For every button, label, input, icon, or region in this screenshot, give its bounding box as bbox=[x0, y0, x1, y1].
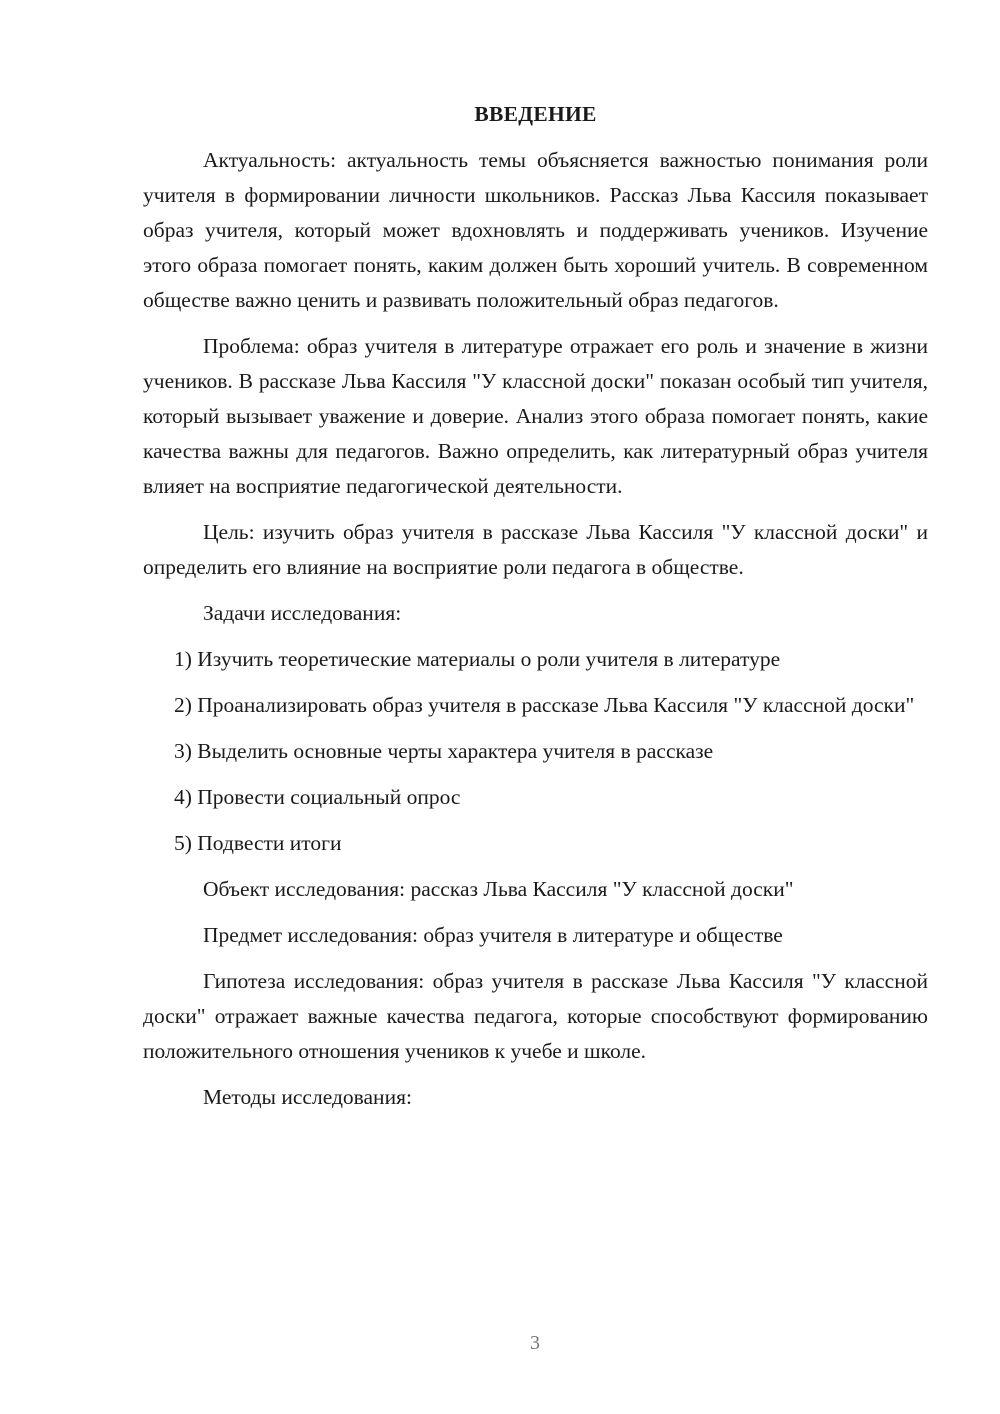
research-hypothesis: Гипотеза исследования: образ учителя в рассказе Льва Кассиля "У классной доски" отражает важные качества педагога, которые способствуют формированию положительного отношения учеников к учебе и школе. bbox=[143, 969, 928, 1063]
page-title: ВВЕДЕНИЕ bbox=[474, 102, 597, 126]
page-content bbox=[143, 97, 928, 1126]
task-item-3: 3) Выделить основные черты характера учителя в рассказе bbox=[174, 739, 714, 763]
methods-heading: Методы исследования: bbox=[203, 1085, 412, 1109]
research-object: Объект исследования: рассказ Льва Кассиля "У классной доски" bbox=[203, 877, 794, 901]
relevance-paragraph: Актуальность: актуальность темы объясняется важностью понимания роли учителя в формировании личности школьников. Рассказ Льва Кассиля показывает образ учителя, который может вдохновлять и поддерживать учеников. Изучение этого образа помогает понять, каким должен быть хороший учитель. В современном обществе важно ценить и развивать положительный образ педагогов. bbox=[143, 148, 928, 312]
goal-paragraph: Цель: изучить образ учителя в рассказе Льва Кассиля "У классной доски" и определить его влияние на восприятие роли педагога в обществе. bbox=[143, 520, 928, 579]
task-item-4: 4) Провести социальный опрос bbox=[174, 785, 461, 809]
task-item-1: 1) Изучить теоретические материалы о роли учителя в литературе bbox=[174, 647, 781, 671]
page-number: 3 bbox=[530, 1332, 540, 1354]
task-item-2: 2) Проанализировать образ учителя в рассказе Льва Кассиля "У классной доски" bbox=[174, 693, 915, 717]
problem-paragraph: Проблема: образ учителя в литературе отражает его роль и значение в жизни учеников. В рассказе Льва Кассиля "У классной доски" показан особый тип учителя, который вызывает уважение и доверие. Анализ этого образа помогает понять, какие качества важны для педагогов. Важно определить, как литературный образ учителя влияет на восприятие педагогической деятельности. bbox=[143, 334, 928, 498]
tasks-heading: Задачи исследования: bbox=[203, 601, 402, 625]
task-item-5: 5) Подвести итоги bbox=[174, 831, 342, 855]
research-subject: Предмет исследования: образ учителя в литературе и обществе bbox=[203, 923, 783, 947]
